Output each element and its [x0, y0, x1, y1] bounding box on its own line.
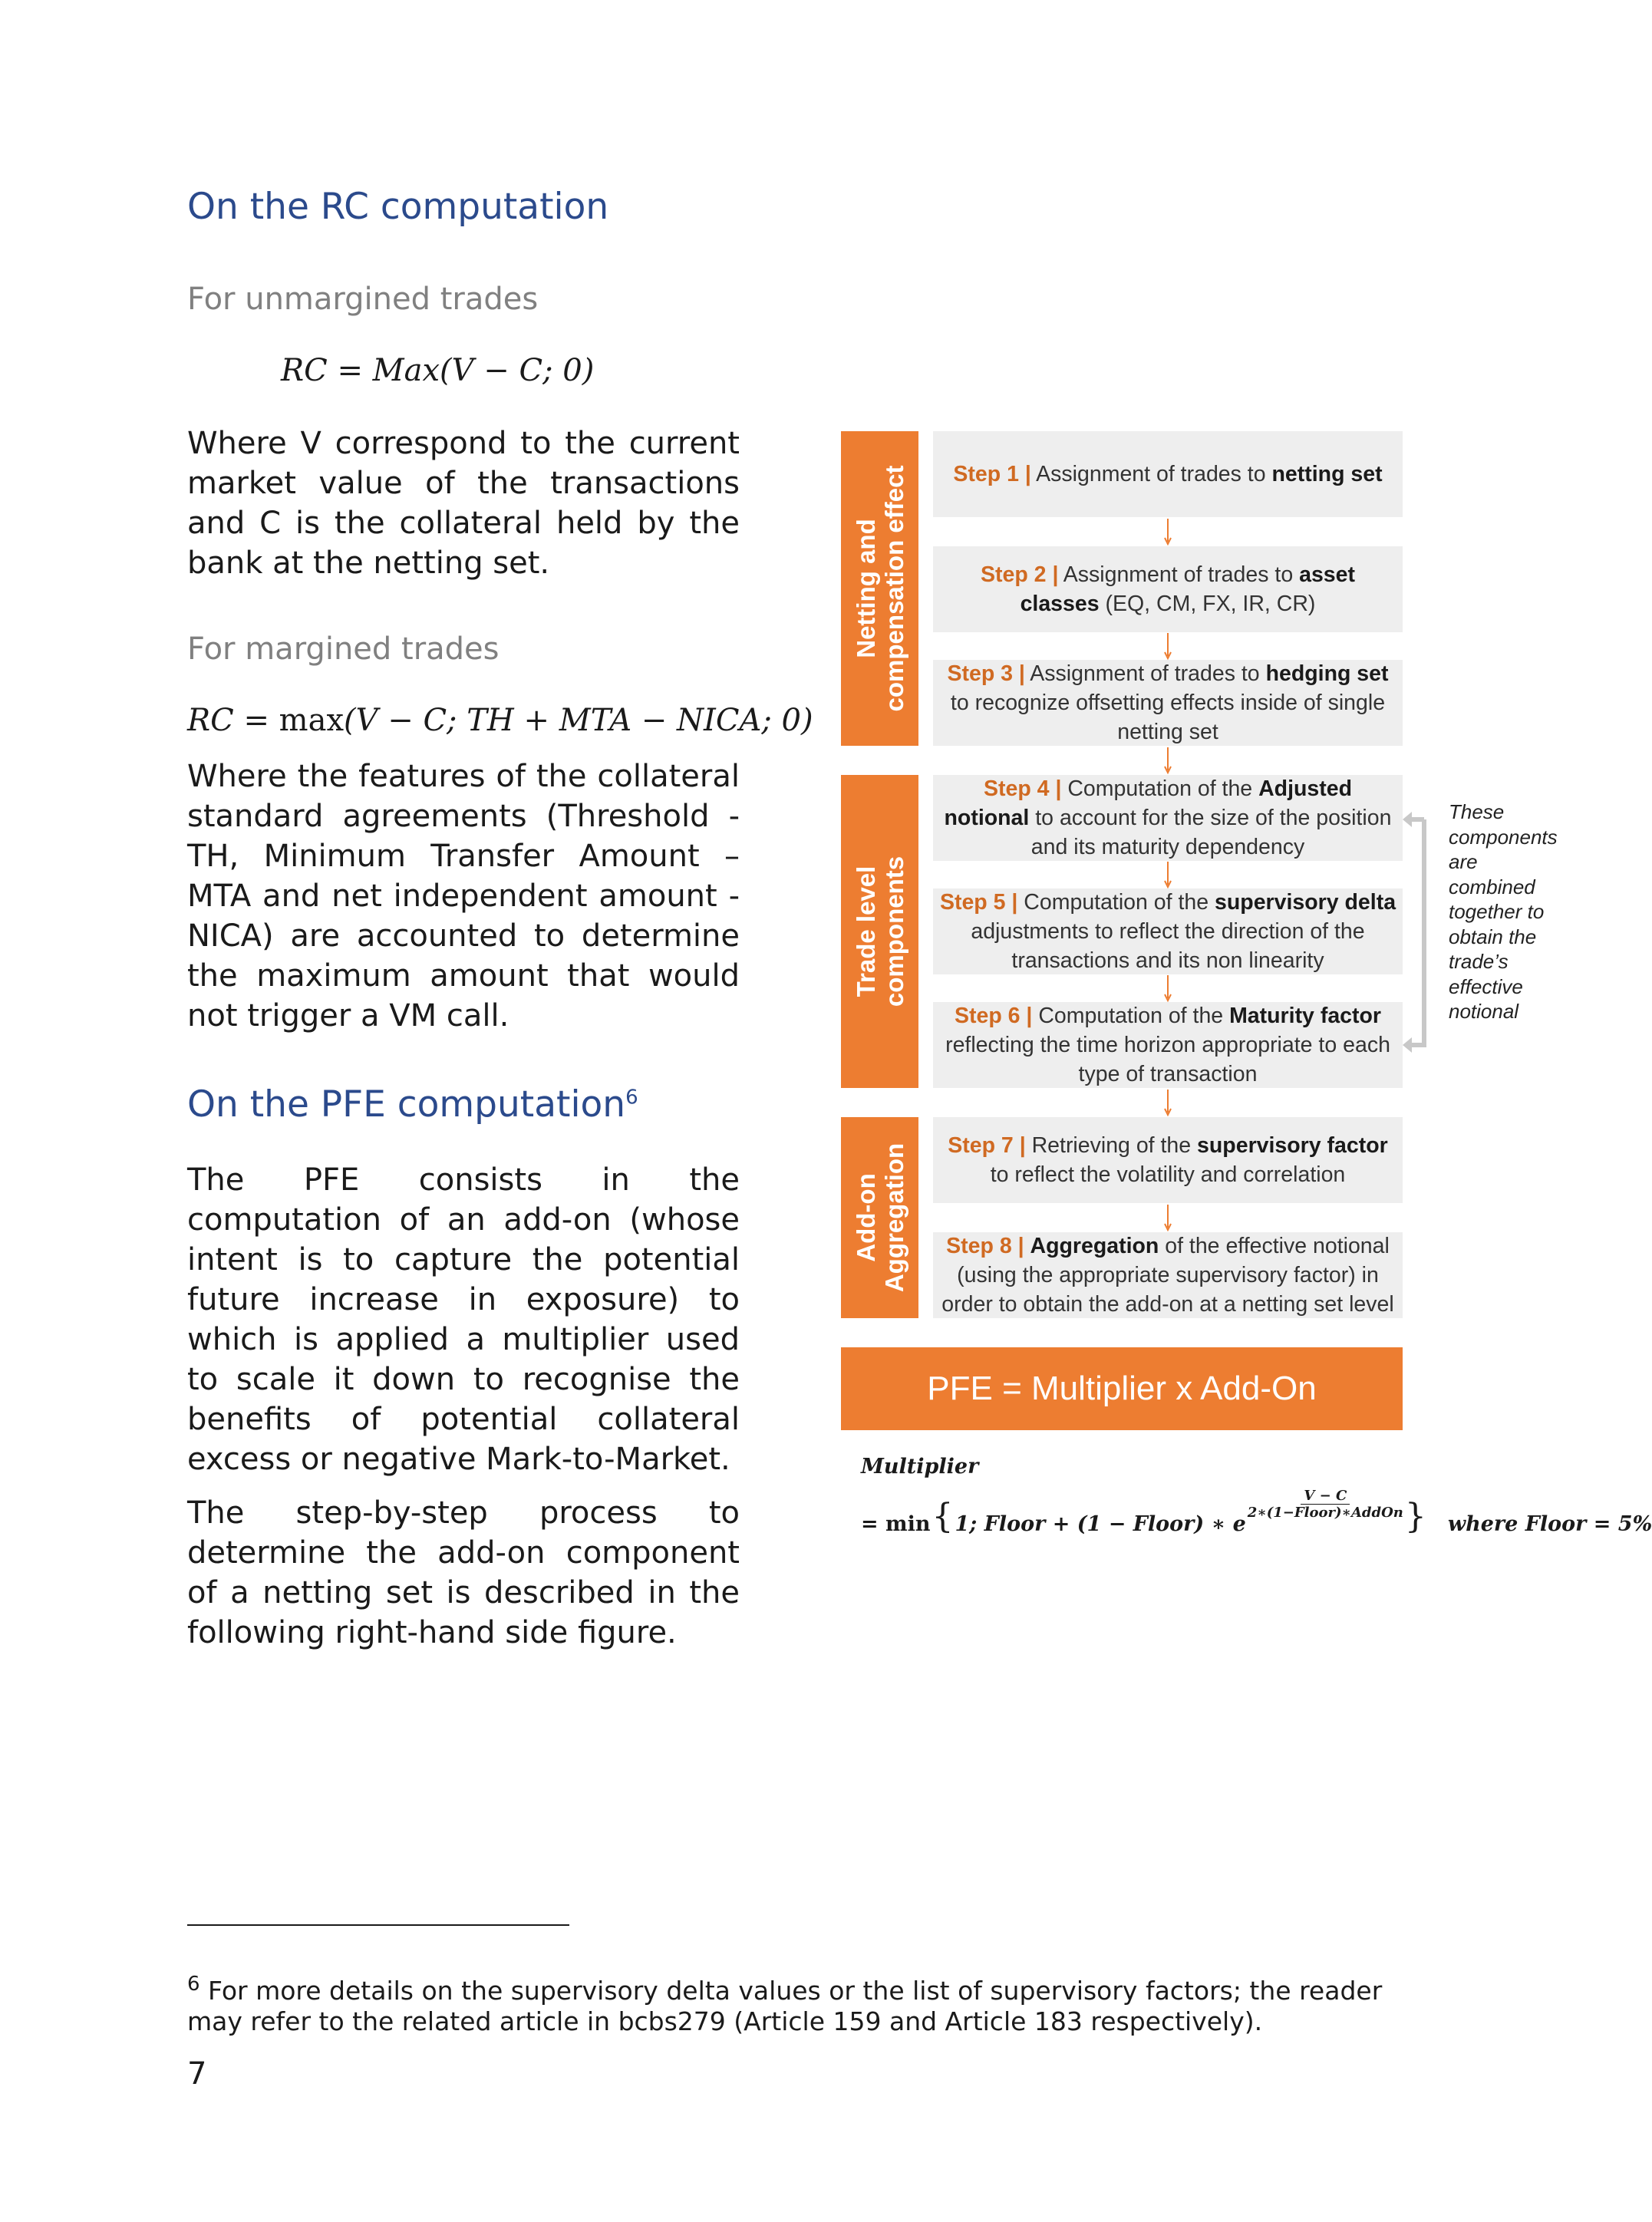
step-6: Step 6 | Computation of the Maturity factor reflecting the time horizon appropriate to each type of transaction [933, 1002, 1403, 1088]
rc-heading: On the RC computation [187, 186, 609, 228]
step-3: Step 3 | Assignment of trades to hedging set to recognize offsetting effects inside of single netting set [933, 660, 1403, 746]
step-8: Step 8 | Aggregation of the effective notional (using the appropriate supervisory factor) in order to obtain the add-on at a netting set level [933, 1232, 1403, 1318]
step-5: Step 5 | Computation of the supervisory delta adjustments to reflect the direction of the transactions and its non linearity [933, 888, 1403, 974]
multiplier-label: Multiplier [861, 1455, 979, 1479]
arrow-down-icon [1164, 1205, 1172, 1231]
multiplier-formula: = min { 1; Floor + (1 − Floor) ∗ e V − C 2∗(1−Floor)∗AddOn } where Floor = 5% [861, 1488, 1652, 1536]
step-2: Step 2 | Assignment of trades to asset classes (EQ, CM, FX, IR, CR) [933, 546, 1403, 632]
pfe-heading: On the PFE computation$^6$ [187, 1083, 638, 1126]
margined-label: For margined trades [187, 631, 500, 667]
arrow-down-icon [1164, 519, 1172, 545]
arrow-down-icon [1164, 633, 1172, 659]
step-1: Step 1 | Assignment of trades to netting set [933, 431, 1403, 517]
page-number: 7 [187, 2056, 207, 2092]
arrow-down-icon [1164, 747, 1172, 773]
arrow-down-icon [1164, 862, 1172, 888]
footnote-separator [187, 1924, 569, 1926]
band-netting: Netting and compensation effect [841, 431, 918, 746]
step-7: Step 7 | Retrieving of the supervisory factor to reflect the volatility and correlation [933, 1117, 1403, 1203]
pfe-paragraph-2: The step-by-step process to determine the add-on component of a netting set is described in the following right-hand side figure. [187, 1495, 740, 1650]
unmargined-text: Where V correspond to the current market value of the transactions and C is the collateral held by the bank at the netting set. [187, 426, 740, 581]
step-4: Step 4 | Computation of the Adjusted notional to account for the size of the position and its maturity dependency [933, 775, 1403, 861]
rc-formula-margined: RC = max(V − C; TH + MTA − NICA; 0) [187, 703, 813, 738]
rc-formula-unmargined: RC = Max(V − C; 0) [281, 353, 595, 388]
band-trade-level: Trade level components [841, 775, 918, 1088]
pfe-formula-box: PFE = Multiplier x Add-On [841, 1347, 1403, 1430]
arrow-down-icon [1164, 1090, 1172, 1116]
footnote: $^6$ For more details on the supervisory delta values or the list of supervisory factors; the reader may refer to the related article in bcbs279 (Article 159 and Article 183 respectively). [187, 1973, 1383, 2036]
band-add-on: Add-on Aggregation [841, 1117, 918, 1318]
combine-bracket-icon [1401, 806, 1432, 1051]
combination-note: These components are combined together to obtain the trade’s effective notional [1449, 800, 1558, 1023]
pfe-paragraph-1: The PFE consists in the computation of an add-on (whose intent is to capture the potential future increase in exposure) to which is applied a multiplier used to scale it down to recognise the benefits of potential collateral excess or negative Mark-to-Market. [187, 1162, 740, 1477]
arrow-down-icon [1164, 975, 1172, 1001]
unmargined-label: For unmargined trades [187, 282, 539, 317]
footnote-ref[interactable]: 6 [625, 1086, 638, 1109]
margined-text: Where the features of the collateral standard agreements (Threshold - TH, Minimum Transfer Amount – MTA and net independent amount - NICA) are accounted to determine the maximum amount that would not trigger a VM call. [187, 759, 740, 1034]
